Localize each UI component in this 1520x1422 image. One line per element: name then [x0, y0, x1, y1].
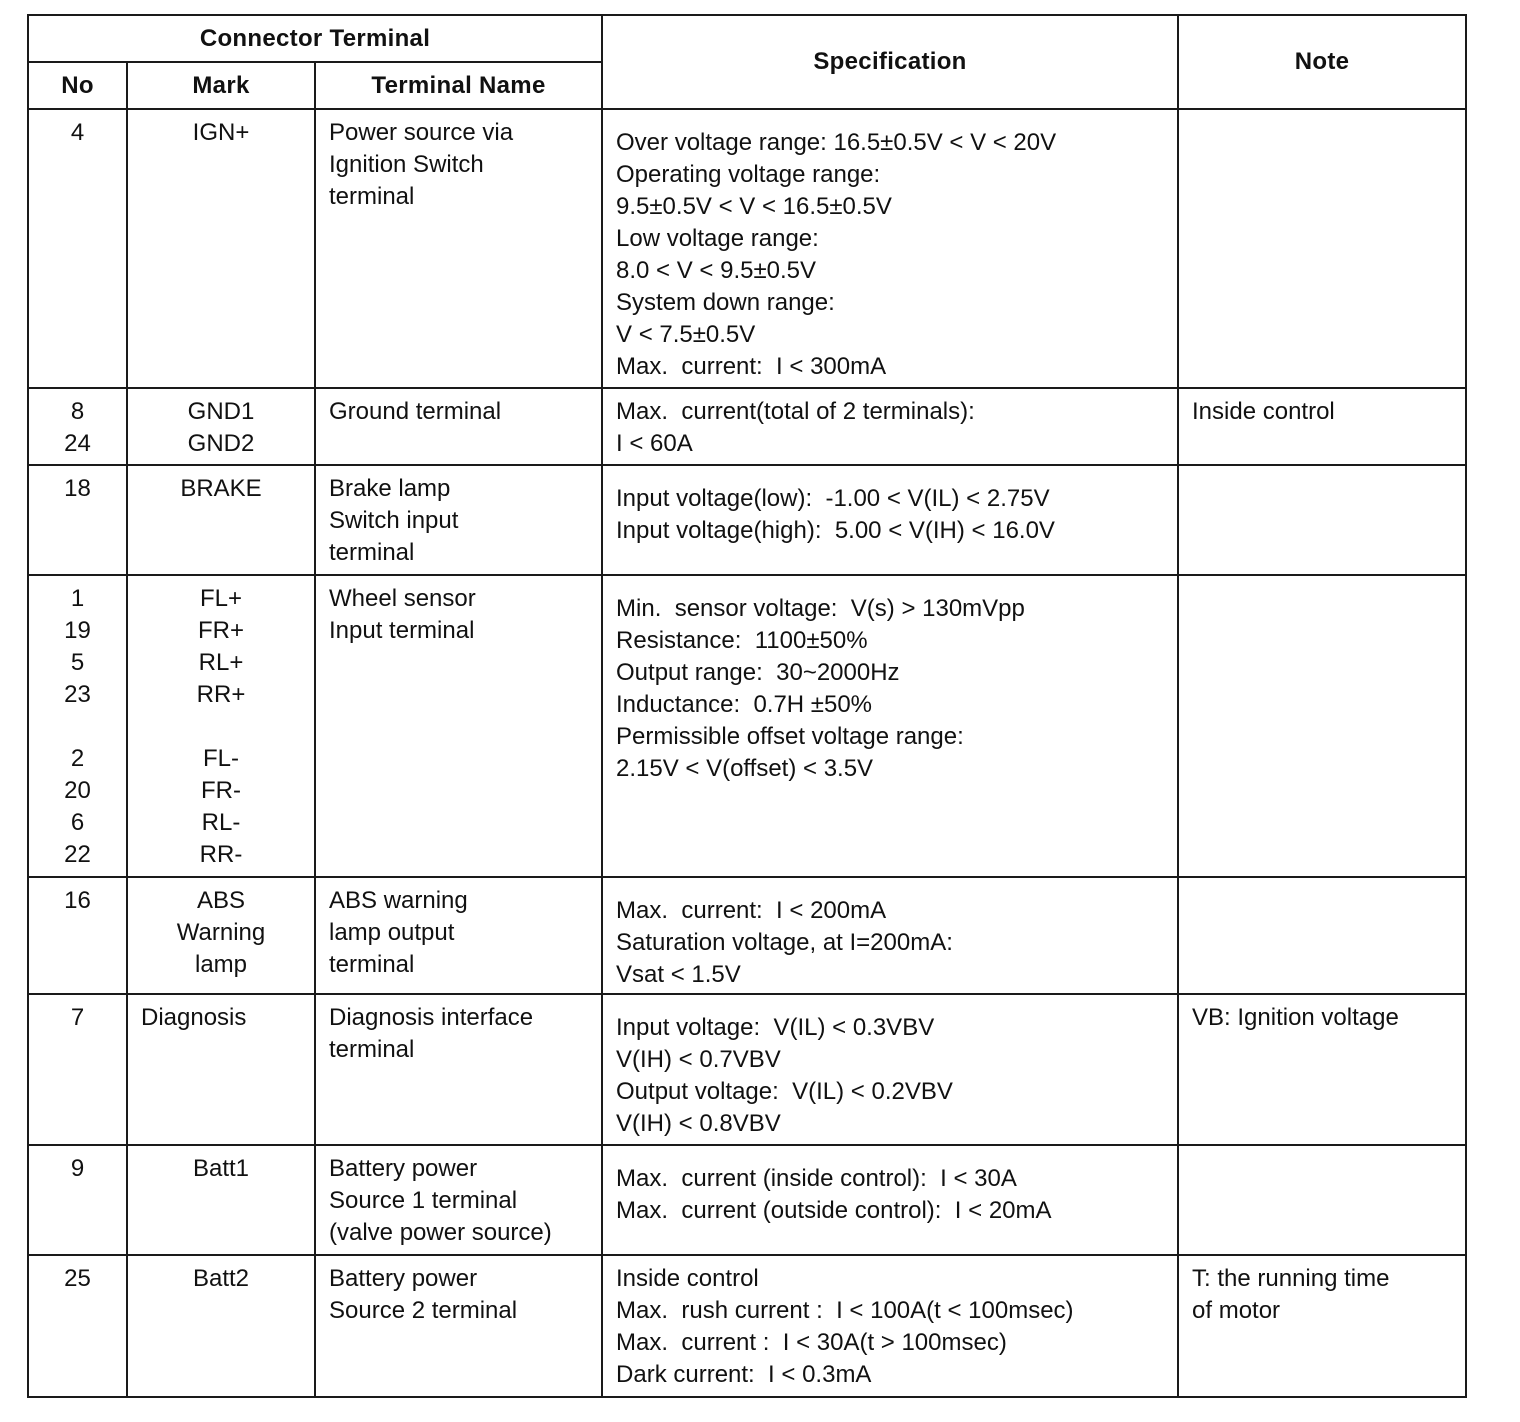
- no-cell: [28, 877, 127, 994]
- cell-line: Dark current: I < 0.3mA: [616, 1361, 872, 1388]
- terminal-name-cell: [315, 877, 602, 994]
- cell-line: (valve power source): [329, 1219, 552, 1246]
- terminal-name-cell: [315, 1255, 602, 1397]
- cell-line: FL-: [203, 745, 239, 772]
- note-cell: [1178, 1145, 1466, 1255]
- note-cell: [1178, 877, 1466, 994]
- cell-line: V(IH) < 0.7VBV: [616, 1046, 781, 1073]
- no-cell: [28, 388, 127, 465]
- specification-cell: [602, 465, 1178, 575]
- no-header: No: [28, 62, 127, 109]
- note-cell: [1178, 465, 1466, 575]
- mark-cell: [127, 109, 315, 388]
- cell-line: [29, 711, 126, 743]
- cell-line: Warning: [176, 919, 266, 946]
- mark-cell: [127, 388, 315, 465]
- cell-line: Switch input: [329, 507, 459, 534]
- table-row: [28, 877, 1466, 994]
- cell-line: Batt2: [192, 1265, 250, 1292]
- header-row-1: [28, 15, 1466, 62]
- cell-line: Battery power: [329, 1265, 478, 1292]
- cell-line: 4: [70, 119, 85, 146]
- cell-line: RR-: [199, 841, 243, 868]
- cell-line: 1: [70, 585, 85, 612]
- cell-line: 5: [70, 649, 85, 676]
- cell-line: Max. current(total of 2 terminals):: [616, 398, 975, 425]
- cell-line: Max. current (outside control): I < 20mA: [616, 1197, 1052, 1224]
- cell-line: GND1: [187, 398, 255, 425]
- specification-header: Specification: [602, 15, 1178, 109]
- note-cell: [1178, 109, 1466, 388]
- cell-line: Max. current : I < 30A(t > 100msec): [616, 1329, 1007, 1356]
- no-cell: [28, 465, 127, 575]
- cell-line: System down range:: [616, 289, 835, 316]
- cell-line: terminal: [329, 183, 415, 210]
- cell-line: FR-: [201, 777, 241, 804]
- cell-line: Battery power: [329, 1155, 478, 1182]
- cell-line: RL+: [198, 649, 244, 676]
- terminal-name-cell: [315, 1145, 602, 1255]
- cell-line: Wheel sensor: [329, 585, 476, 612]
- cell-line: Max. current: I < 200mA: [616, 897, 887, 924]
- cell-line: I < 60A: [616, 430, 693, 457]
- connector-terminal-header: Connector Terminal: [28, 15, 602, 62]
- cell-line: Source 2 terminal: [329, 1297, 518, 1324]
- cell-line: Diagnosis: [141, 1004, 247, 1031]
- no-cell: [28, 1255, 127, 1397]
- cell-line: terminal: [329, 951, 415, 978]
- specification-cell: [602, 109, 1178, 388]
- cell-line: Brake lamp: [329, 475, 451, 502]
- cell-line: [128, 711, 314, 743]
- mark-header: Mark: [127, 62, 315, 109]
- cell-line: terminal: [329, 1036, 415, 1063]
- cell-line: Max. current (inside control): I < 30A: [616, 1165, 1017, 1192]
- terminal-name-header: Terminal Name: [315, 62, 602, 109]
- connector-terminal-table: [27, 14, 1467, 1398]
- mark-cell: [127, 994, 315, 1145]
- cell-line: Max. current: I < 300mA: [616, 353, 887, 380]
- specification-cell: [602, 994, 1178, 1145]
- terminal-name-cell: [315, 994, 602, 1145]
- cell-line: 6: [70, 809, 85, 836]
- cell-line: 20: [64, 777, 91, 804]
- cell-line: V < 7.5±0.5V: [616, 321, 756, 348]
- terminal-name-cell: [315, 575, 602, 877]
- terminal-name-cell: [315, 388, 602, 465]
- cell-line: Source 1 terminal: [329, 1187, 518, 1214]
- cell-line: Input voltage: V(IL) < 0.3VBV: [616, 1014, 935, 1041]
- specification-cell: [602, 1255, 1178, 1397]
- table-row: [28, 465, 1466, 575]
- cell-line: Saturation voltage, at I=200mA:: [616, 929, 953, 956]
- cell-line: 22: [64, 841, 91, 868]
- cell-line: Input voltage(high): 5.00 < V(IH) < 16.0V: [616, 517, 1055, 544]
- note-cell: [1178, 994, 1466, 1145]
- cell-line: Output voltage: V(IL) < 0.2VBV: [616, 1078, 953, 1105]
- mark-cell: [127, 465, 315, 575]
- cell-line: Ignition Switch: [329, 151, 484, 178]
- cell-line: 16: [64, 887, 91, 914]
- cell-line: 8.0 < V < 9.5±0.5V: [616, 257, 816, 284]
- cell-line: Vsat < 1.5V: [616, 961, 741, 988]
- cell-line: 9: [70, 1155, 85, 1182]
- cell-line: Operating voltage range:: [616, 161, 881, 188]
- cell-line: V(IH) < 0.8VBV: [616, 1110, 781, 1137]
- cell-line: 7: [70, 1004, 85, 1031]
- cell-line: lamp: [194, 951, 248, 978]
- cell-line: GND2: [187, 430, 255, 457]
- cell-line: Output range: 30~2000Hz: [616, 659, 900, 686]
- cell-line: Power source via: [329, 119, 514, 146]
- cell-line: FL+: [199, 585, 243, 612]
- no-cell: [28, 994, 127, 1145]
- cell-line: lamp output: [329, 919, 455, 946]
- cell-line: Min. sensor voltage: V(s) > 130mVpp: [616, 595, 1025, 622]
- no-cell: [28, 1145, 127, 1255]
- cell-line: Inside control: [1192, 398, 1335, 425]
- mark-cell: [127, 1145, 315, 1255]
- table-row: [28, 575, 1466, 877]
- cell-line: terminal: [329, 539, 415, 566]
- cell-line: Over voltage range: 16.5±0.5V < V < 20V: [616, 129, 1057, 156]
- no-cell: [28, 109, 127, 388]
- cell-line: Max. rush current : I < 100A(t < 100msec): [616, 1297, 1074, 1324]
- cell-line: Ground terminal: [329, 398, 502, 425]
- mark-cell: [127, 575, 315, 877]
- cell-line: Inside control: [616, 1265, 759, 1292]
- table-row: [28, 1145, 1466, 1255]
- cell-line: Low voltage range:: [616, 225, 819, 252]
- cell-line: VB: Ignition voltage: [1192, 1004, 1399, 1031]
- note-header: Note: [1178, 15, 1466, 109]
- cell-line: BRAKE: [180, 475, 262, 502]
- cell-line: Permissible offset voltage range:: [616, 723, 964, 750]
- mark-cell: [127, 877, 315, 994]
- specification-cell: [602, 877, 1178, 994]
- specification-cell: [602, 388, 1178, 465]
- cell-line: 8: [70, 398, 85, 425]
- cell-line: Resistance: 1100±50%: [616, 627, 868, 654]
- cell-line: T: the running time: [1192, 1265, 1390, 1292]
- cell-line: 2.15V < V(offset) < 3.5V: [616, 755, 874, 782]
- note-cell: [1178, 1255, 1466, 1397]
- table-row: [28, 109, 1466, 388]
- cell-line: Inductance: 0.7H ±50%: [616, 691, 873, 718]
- cell-line: 24: [64, 430, 91, 457]
- cell-line: ABS warning: [329, 887, 468, 914]
- cell-line: FR+: [197, 617, 244, 644]
- cell-line: 9.5±0.5V < V < 16.5±0.5V: [616, 193, 892, 220]
- cell-line: 23: [64, 681, 91, 708]
- table-row: [28, 994, 1466, 1145]
- cell-line: RR+: [196, 681, 246, 708]
- cell-line: Diagnosis interface: [329, 1004, 534, 1031]
- terminal-name-cell: [315, 109, 602, 388]
- cell-line: Batt1: [192, 1155, 250, 1182]
- cell-line: of motor: [1192, 1297, 1281, 1324]
- cell-line: 2: [70, 745, 85, 772]
- specification-cell: [602, 1145, 1178, 1255]
- terminal-name-cell: [315, 465, 602, 575]
- cell-line: 19: [64, 617, 91, 644]
- cell-line: ABS: [196, 887, 246, 914]
- specification-cell: [602, 575, 1178, 877]
- cell-line: RL-: [201, 809, 241, 836]
- mark-cell: [127, 1255, 315, 1397]
- table-row: [28, 1255, 1466, 1397]
- cell-line: IGN+: [192, 119, 250, 146]
- no-cell: [28, 575, 127, 877]
- table-row: [28, 388, 1466, 465]
- cell-line: 25: [64, 1265, 91, 1292]
- note-cell: [1178, 575, 1466, 877]
- cell-line: 18: [64, 475, 91, 502]
- cell-line: Input voltage(low): -1.00 < V(IL) < 2.75V: [616, 485, 1050, 512]
- cell-line: Input terminal: [329, 617, 475, 644]
- note-cell: [1178, 388, 1466, 465]
